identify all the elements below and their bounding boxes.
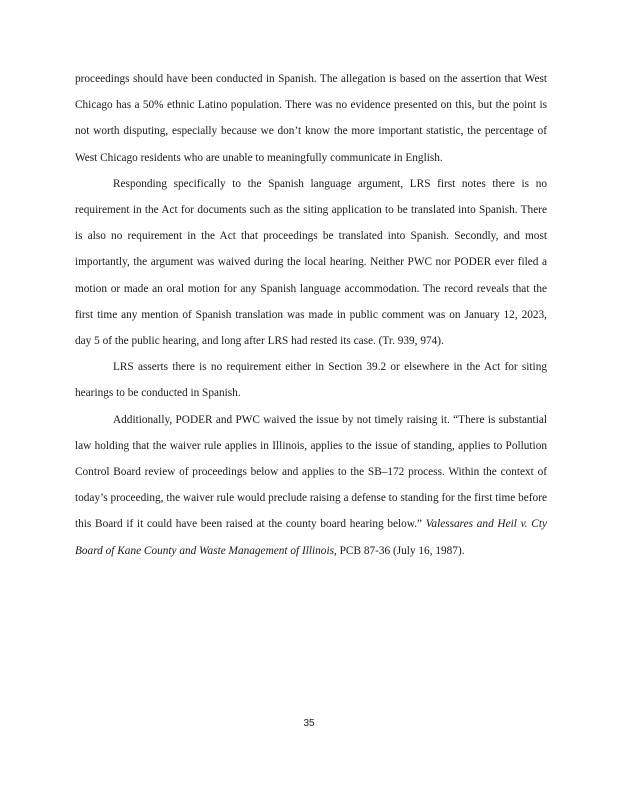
paragraph-4 [75,407,547,564]
paragraph-2: Responding specifically to the Spanish language argument, LRS first notes there is no requirement in the Act for documents such as the siting application to be translated into Spanish. There is also no requirement in the Act that proceedings be translated into Spanish. Secondly, and most importantly, the argument was waived during the local hearing. Neither PWC nor PODER ever filed a motion or made an oral motion for any Spanish language accommodation. The record reveals that the first time any mention of Spanish translation was made in public comment was on January 12, 2023, day 5 of the public hearing, and long after LRS had rested its case. (Tr. 939, 974). [75,177,547,348]
page-number: 35 [303,718,315,729]
case-citation: Valessares and Heil v. Cty Board of Kane County and Waste Management of Illinois, [75,518,547,557]
paragraph-1: proceedings should have been conducted in Spanish. The allegation is based on the assertion that West Chicago has a 50% ethnic Latino population. There was no evidence presented on this, but the point is not worth disputing, especially because we don’t know the more important statistic, the percentage of West Chicago residents who are unable to meaningfully communicate in English. [75,73,547,164]
paragraph-3: LRS asserts there is no requirement either in Section 39.2 or elsewhere in the Act for siting hearings to be conducted in Spanish. [75,361,547,400]
paragraph-4-quote: Additionally, PODER and PWC waived the issue by not timely raising it. “There is substantial law holding that the waiver rule applies in Illinois, applies to the issue of standing, applies to Pollution Control Board review of proceedings below and applies to the SB–172 process. Within the context of today’s proceeding, the waiver rule would preclude raising a defense to standing for the first time before this Board if it could have been raised at the county board hearing below.” [75,413,547,531]
body-text [75,66,547,564]
paragraph-4-citation-tail: PCB 87-36 (July 16, 1987). [336,544,465,557]
